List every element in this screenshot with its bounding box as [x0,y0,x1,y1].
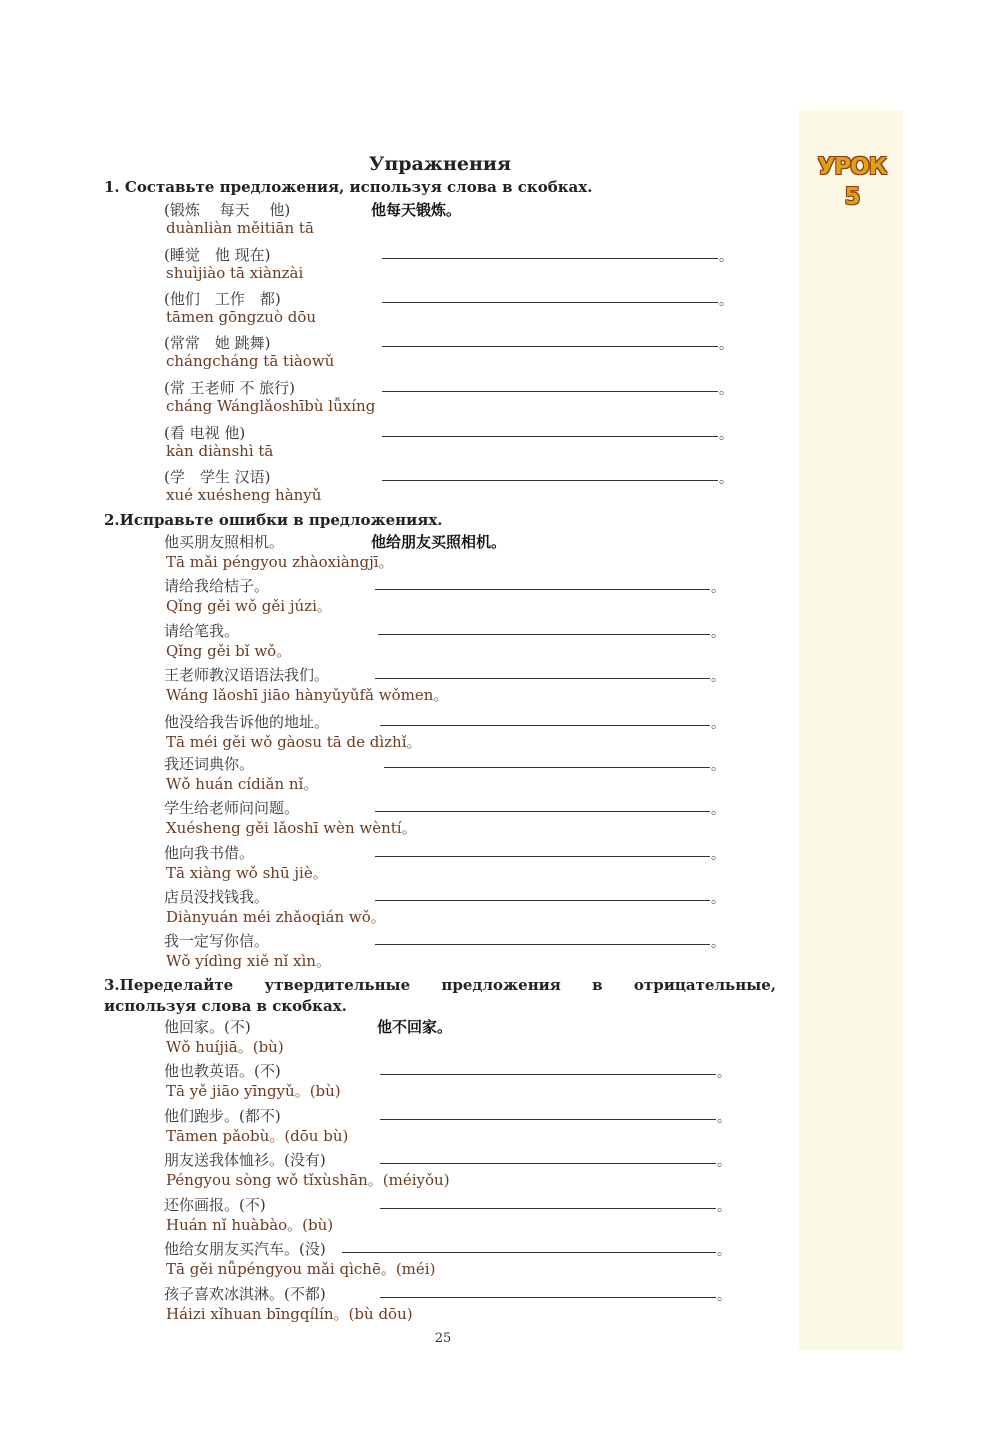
item-chinese-text: 我一定写你信。 [164,932,270,950]
item-answer: 他不回家。 [377,1018,453,1036]
line-end-mark: 。 [711,716,725,732]
item-chinese-text: 他没给我告诉他的地址。 [164,713,330,731]
item-chinese-text: 他向我书借。 [164,844,255,862]
item-pinyin-text: Wǒ yídìng xiě nǐ xìn。 [166,952,331,970]
item-pinyin-text: Tā gěi nǚpéngyou mǎi qìchē。(méi) [166,1260,436,1278]
line-end-mark: 。 [719,471,733,487]
answer-blank-line[interactable] [382,391,718,392]
answer-blank-line[interactable] [380,725,710,726]
item-pinyin-text: xué xuésheng hànyǔ [166,486,322,504]
line-end-mark: 。 [719,427,733,443]
exercise-item [0,244,790,288]
lesson-tag-number: 5 [844,184,860,210]
item-pinyin-text: Tā mǎi péngyou zhàoxiàngjī。 [166,553,394,571]
section-3-heading-line2: используя слова в скобках. [104,997,347,1015]
answer-blank-line[interactable] [380,1208,716,1209]
item-pinyin-text: tāmen gōngzuò dōu [166,308,317,326]
exercise-item [0,1016,790,1060]
item-chinese-text: 他们跑步。(都不) [164,1107,281,1125]
exercise-item [0,620,790,664]
item-pinyin-text: Wǒ huíjiā。(bù) [166,1038,284,1056]
line-end-mark: 。 [719,249,733,265]
item-chinese-text: (常 王老师 不 旅行) [164,379,296,397]
exercise-item [0,422,790,466]
exercise-item [0,199,790,243]
item-chinese-text: 学生给老师问问题。 [164,799,300,817]
item-answer: 他给朋友买照相机。 [371,533,507,551]
line-end-mark: 。 [717,1199,731,1215]
answer-blank-line[interactable] [375,589,710,590]
item-pinyin-text: Xuésheng gěi lǎoshī wèn wèntí。 [166,819,417,837]
exercise-item [0,466,790,510]
exercise-item [0,575,790,619]
item-chinese-text: (学 学生 汉语) [164,468,271,486]
line-end-mark: 。 [717,1243,731,1259]
line-end-mark: 。 [719,293,733,309]
answer-blank-line[interactable] [342,1252,716,1253]
section-2-heading: 2.Исправьте ошибки в предложениях. [104,511,443,529]
item-pinyin-text: Wǒ huán cídiǎn nǐ。 [166,775,319,793]
item-chinese-text: 我还词典你。 [164,755,255,773]
item-chinese-text: 王老师教汉语语法我们。 [164,666,330,684]
item-chinese-text: 他也教英语。(不) [164,1062,281,1080]
answer-blank-line[interactable] [375,811,710,812]
item-chinese-text: 请给笔我。 [164,622,240,640]
answer-blank-line[interactable] [375,856,710,857]
answer-blank-line[interactable] [380,1163,716,1164]
exercise-item [0,664,790,708]
line-end-mark: 。 [711,625,725,641]
item-chinese-text: (看 电视 他) [164,424,246,442]
exercise-item [0,842,790,886]
exercise-item [0,288,790,332]
answer-blank-line[interactable] [382,436,718,437]
item-pinyin-text: Tāmen pǎobù。(dōu bù) [166,1127,349,1145]
answer-blank-line[interactable] [382,302,718,303]
answer-blank-line[interactable] [378,634,710,635]
lesson-tag-label: УРОК [817,154,887,180]
item-chinese-text: (睡觉 他 现在) [164,246,271,264]
item-chinese-text: 他买朋友照相机。 [164,533,285,551]
answer-blank-line[interactable] [380,1297,716,1298]
item-pinyin-text: Qǐng gěi wǒ gěi júzi。 [166,597,332,615]
item-pinyin-text: Qǐng gěi bǐ wǒ。 [166,642,292,660]
line-end-mark: 。 [717,1154,731,1170]
answer-blank-line[interactable] [380,1074,716,1075]
item-pinyin-text: cháng Wánglǎoshībù lǚxíng [166,397,376,415]
item-pinyin-text: Tā méi gěi wǒ gàosu tā de dìzhǐ。 [166,733,422,751]
line-end-mark: 。 [717,1110,731,1126]
line-end-mark: 。 [711,580,725,596]
item-chinese-text: 店员没找钱我。 [164,888,270,906]
exercise-item [0,531,790,575]
answer-blank-line[interactable] [380,1119,716,1120]
item-chinese-text: (常常 她 跳舞) [164,334,271,352]
item-pinyin-text: duànliàn měitiān tā [166,219,314,237]
item-chinese-text: 他给女朋友买汽车。(没) [164,1240,326,1258]
line-end-mark: 。 [717,1065,731,1081]
exercise-item [0,1149,790,1193]
section-3-heading-line1: 3.Переделайте утвердительные предложения в отрицательные, [104,976,776,994]
item-pinyin-text: Diànyuán méi zhǎoqián wǒ。 [166,908,386,926]
answer-blank-line[interactable] [384,767,710,768]
answer-blank-line[interactable] [375,944,710,945]
line-end-mark: 。 [711,669,725,685]
item-pinyin-text: shuìjiào tā xiànzài [166,264,304,282]
exercise-item [0,377,790,421]
item-pinyin-text: Tā yě jiāo yīngyǔ。(bù) [166,1082,341,1100]
line-end-mark: 。 [711,758,725,774]
exercise-item [0,797,790,841]
line-end-mark: 。 [719,382,733,398]
exercise-item [0,886,790,930]
line-end-mark: 。 [717,1288,731,1304]
item-pinyin-text: Háizi xǐhuan bīngqílín。(bù dōu) [166,1305,413,1323]
item-chinese-text: (锻炼 每天 他) [164,201,291,219]
line-end-mark: 。 [711,847,725,863]
section-1-heading: 1. Составьте предложения, используя слова в скобках. [104,178,593,196]
exercise-item [0,1283,790,1327]
exercise-item [0,753,790,797]
exercise-item [0,930,790,974]
answer-blank-line[interactable] [375,900,710,901]
line-end-mark: 。 [719,337,733,353]
item-answer: 他每天锻炼。 [371,201,462,219]
item-chinese-text: 他回家。(不) [164,1018,251,1036]
item-pinyin-text: Wáng lǎoshī jiāo hànyǔyǔfǎ wǒmen。 [166,686,449,704]
exercise-item [0,1238,790,1282]
item-pinyin-text: Tā xiàng wǒ shū jiè。 [166,864,328,882]
item-chinese-text: 孩子喜欢冰淇淋。(不都) [164,1285,326,1303]
lesson-sidebar [799,110,903,1350]
item-chinese-text: 请给我给桔子。 [164,577,270,595]
page-title: Упражнения [368,153,512,175]
exercise-item [0,1105,790,1149]
item-chinese-text: 朋友送我体恤衫。(没有) [164,1151,326,1169]
exercise-item [0,1194,790,1238]
item-chinese-text: (他们 工作 都) [164,290,281,308]
answer-blank-line[interactable] [375,678,710,679]
exercise-item [0,711,790,755]
item-pinyin-text: Péngyou sòng wǒ tǐxùshān。(méiyǒu) [166,1171,450,1189]
item-pinyin-text: kàn diànshì tā [166,442,274,460]
answer-blank-line[interactable] [382,258,718,259]
line-end-mark: 。 [711,802,725,818]
item-chinese-text: 还你画报。(不) [164,1196,266,1214]
answer-blank-line[interactable] [382,480,718,481]
item-pinyin-text: Huán nǐ huàbào。(bù) [166,1216,334,1234]
section-3-heading [104,975,776,1017]
line-end-mark: 。 [711,891,725,907]
exercise-item [0,332,790,376]
line-end-mark: 。 [711,935,725,951]
answer-blank-line[interactable] [382,346,718,347]
page-number: 25 [434,1331,452,1346]
exercise-item [0,1060,790,1104]
item-pinyin-text: chángcháng tā tiàowǔ [166,352,335,370]
